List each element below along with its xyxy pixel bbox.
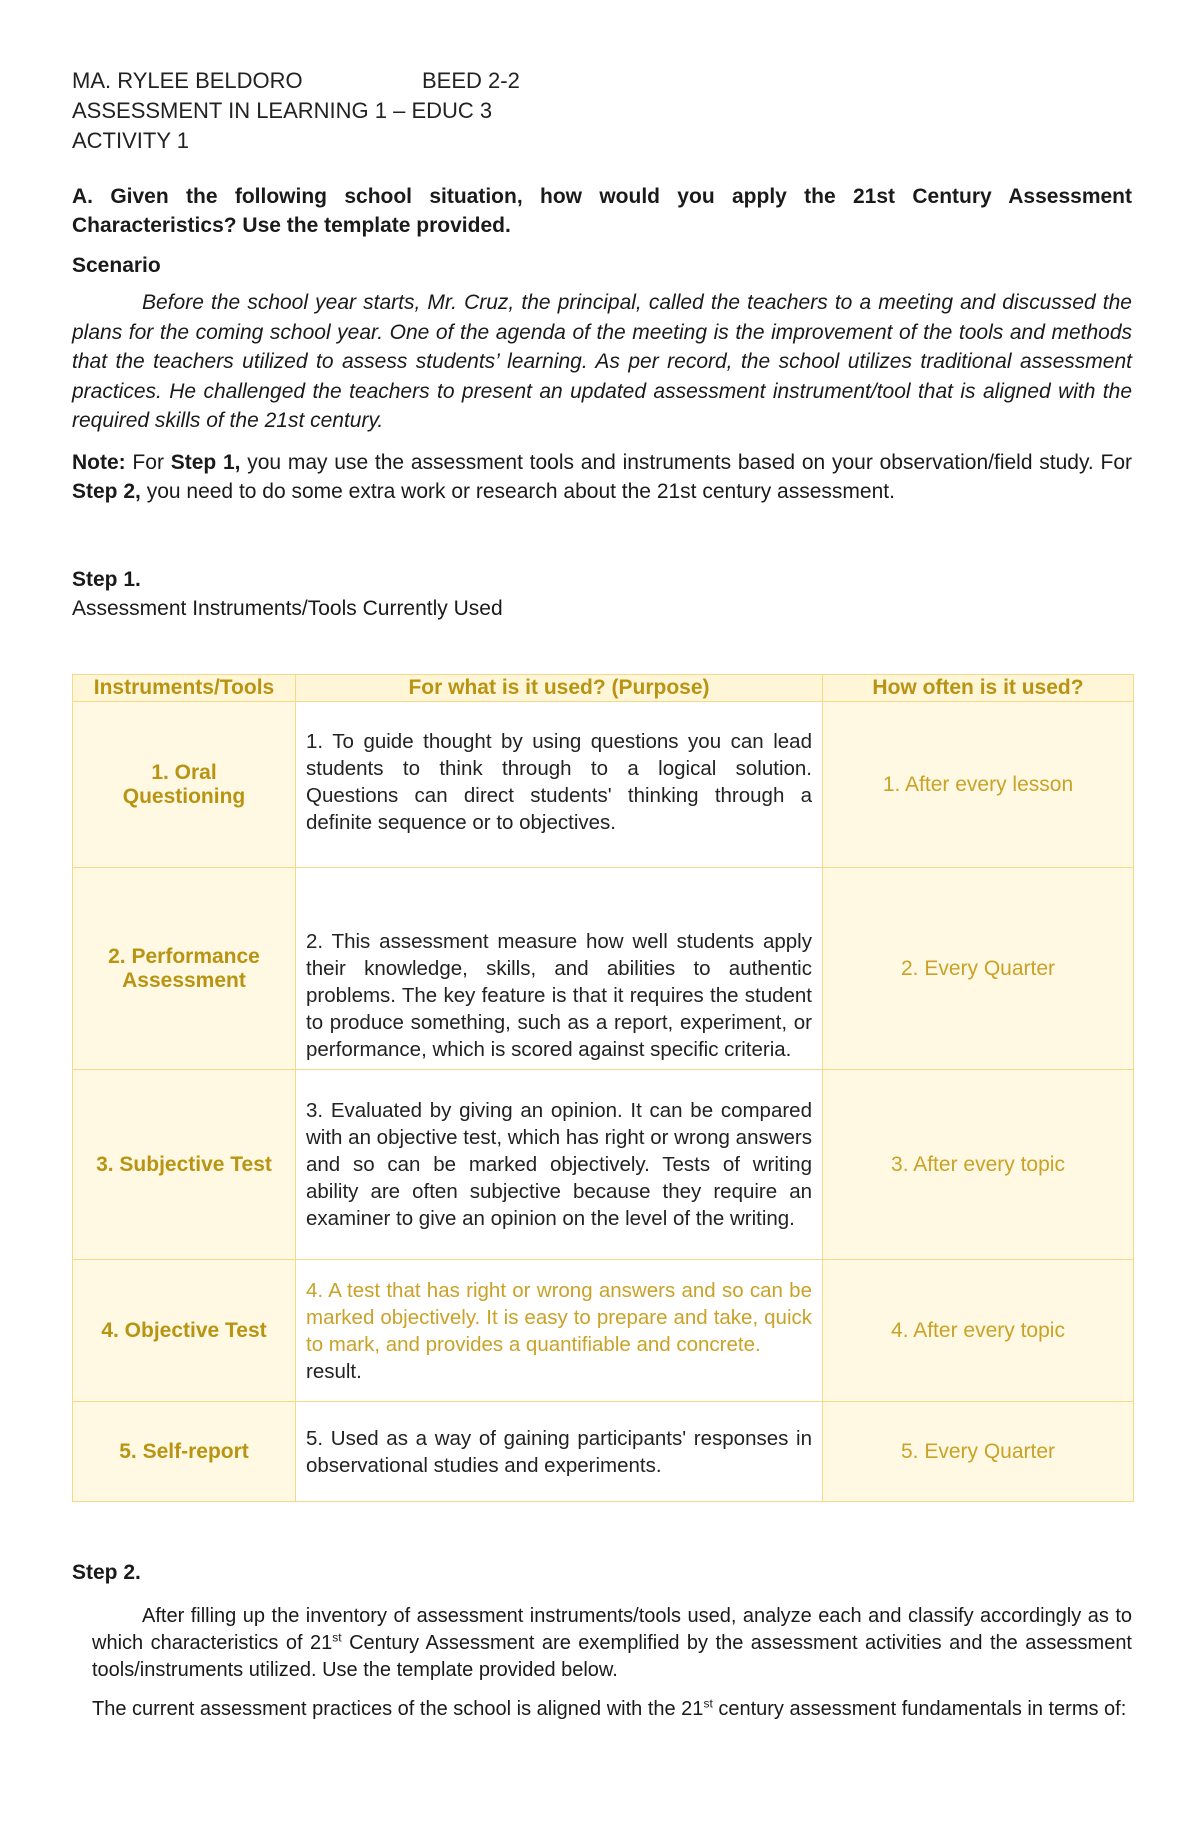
step2-p2-sup: st [703, 1696, 713, 1711]
purpose-cell: 1. To guide thought by using questions you can lead students to think through to a logical solution. Questions can direct students' thinking through a definite sequence or to objectives. [296, 702, 823, 868]
frequency-cell: 3. After every topic [823, 1070, 1134, 1260]
header-block [72, 66, 1132, 156]
step1-title: Step 1. [72, 567, 141, 591]
note-part-3: you need to do some extra work or research about the 21st century assessment. [140, 479, 895, 503]
student-name: MA. RYLEE BELDORO [72, 68, 303, 93]
purpose-cell [296, 1260, 823, 1402]
step2-p2-text-b: century assessment fundamentals in terms of: [712, 1698, 1127, 1720]
step2-title: Step 2. [72, 1561, 141, 1584]
purpose-text: 4. A test that has right or wrong answers and so can be marked objectively. It is easy to prepare and take, quick to mark, and provides a quantifiable and concrete. [306, 1278, 812, 1356]
question-a: A. Given the following school situation, how would you apply the 21st Century Assessment Characteristics? Use the template provided. [72, 185, 1132, 237]
table-row [73, 1260, 1134, 1402]
frequency-cell: 2. Every Quarter [823, 868, 1134, 1070]
table-row [73, 868, 1134, 1070]
assessment-tools-table [72, 674, 1134, 1502]
table-row [73, 702, 1134, 868]
note-label: Note: [72, 450, 126, 474]
purpose-cell: 5. Used as a way of gaining participants' responses in observational studies and experiments. [296, 1402, 823, 1502]
step1-subtitle: Assessment Instruments/Tools Currently Used [72, 596, 503, 620]
note-step1: Step 1, [170, 450, 241, 474]
header-line-1 [72, 66, 1132, 96]
step2-p2-text-a: The current assessment practices of the school is aligned with the 21 [92, 1698, 704, 1720]
note-part-2: you may use the assessment tools and instruments based on your observation/field study. For [240, 450, 1132, 474]
note-paragraph [72, 448, 1132, 506]
activity-title: ACTIVITY 1 [72, 128, 189, 153]
step2-p1-text-b: Century Assessment are exemplified by the assessment activities and the assessment tools/instruments utilized. Use the template provided below. [92, 1632, 1132, 1681]
tool-cell: 3. Subjective Test [73, 1070, 296, 1260]
step2-p1-sup: st [332, 1630, 342, 1645]
tool-cell: 4. Objective Test [73, 1260, 296, 1402]
purpose-cell: 2. This assessment measure how well students apply their knowledge, skills, and abilities to authentic problems. The key feature is that it requires the student to produce something, such as a report, experiment, or performance, which is scored against specific criteria. [296, 868, 823, 1070]
scenario-text: Before the school year starts, Mr. Cruz, the principal, called the teachers to a meeting and discussed the plans for the coming school year. One of the agenda of the meeting is the improvement of the tools and methods that the teachers utilized to assess students’ learning. As per record, the school utilizes traditional assessment practices. He challenged the teachers to present an updated assessment instrument/tool that is aligned with the required skills of the 21st century. [72, 291, 1132, 432]
document-page [72, 66, 1132, 1720]
frequency-cell: 4. After every topic [823, 1260, 1134, 1402]
purpose-cell: 3. Evaluated by giving an opinion. It can be compared with an objective test, which has right or wrong answers and so can be marked objectively. Tests of writing ability are often subjective because they require an examiner to give an opinion on the level of the writing. [296, 1070, 823, 1260]
purpose-extra: result. [306, 1359, 362, 1383]
tool-cell: 2. Performance Assessment [73, 868, 296, 1070]
student-section: BEED 2-2 [422, 68, 520, 93]
tool-cell: 1. Oral Questioning [73, 702, 296, 868]
step2-paragraph-1 [92, 1603, 1132, 1684]
note-step2: Step 2, [72, 479, 141, 503]
table-row [73, 1402, 1134, 1502]
scenario-title: Scenario [72, 254, 161, 277]
table-row [73, 1070, 1134, 1260]
step2-body [92, 1603, 1132, 1735]
course-title: ASSESSMENT IN LEARNING 1 – EDUC 3 [72, 98, 493, 123]
frequency-cell: 1. After every lesson [823, 702, 1134, 868]
frequency-cell: 5. Every Quarter [823, 1402, 1134, 1502]
header-frequency: How often is it used? [823, 675, 1134, 702]
note-part-1: For [125, 450, 171, 474]
header-purpose: For what is it used? (Purpose) [296, 675, 823, 702]
tool-cell: 5. Self-report [73, 1402, 296, 1502]
header-tools: Instruments/Tools [73, 675, 296, 702]
table-header-row [73, 675, 1134, 702]
step2-paragraph-2 [92, 1696, 1132, 1723]
step2-p1-text-a: After filling up the inventory of assessment instruments/tools used, analyze each and classify accordingly as to which characteristics of 21 [92, 1605, 1132, 1654]
